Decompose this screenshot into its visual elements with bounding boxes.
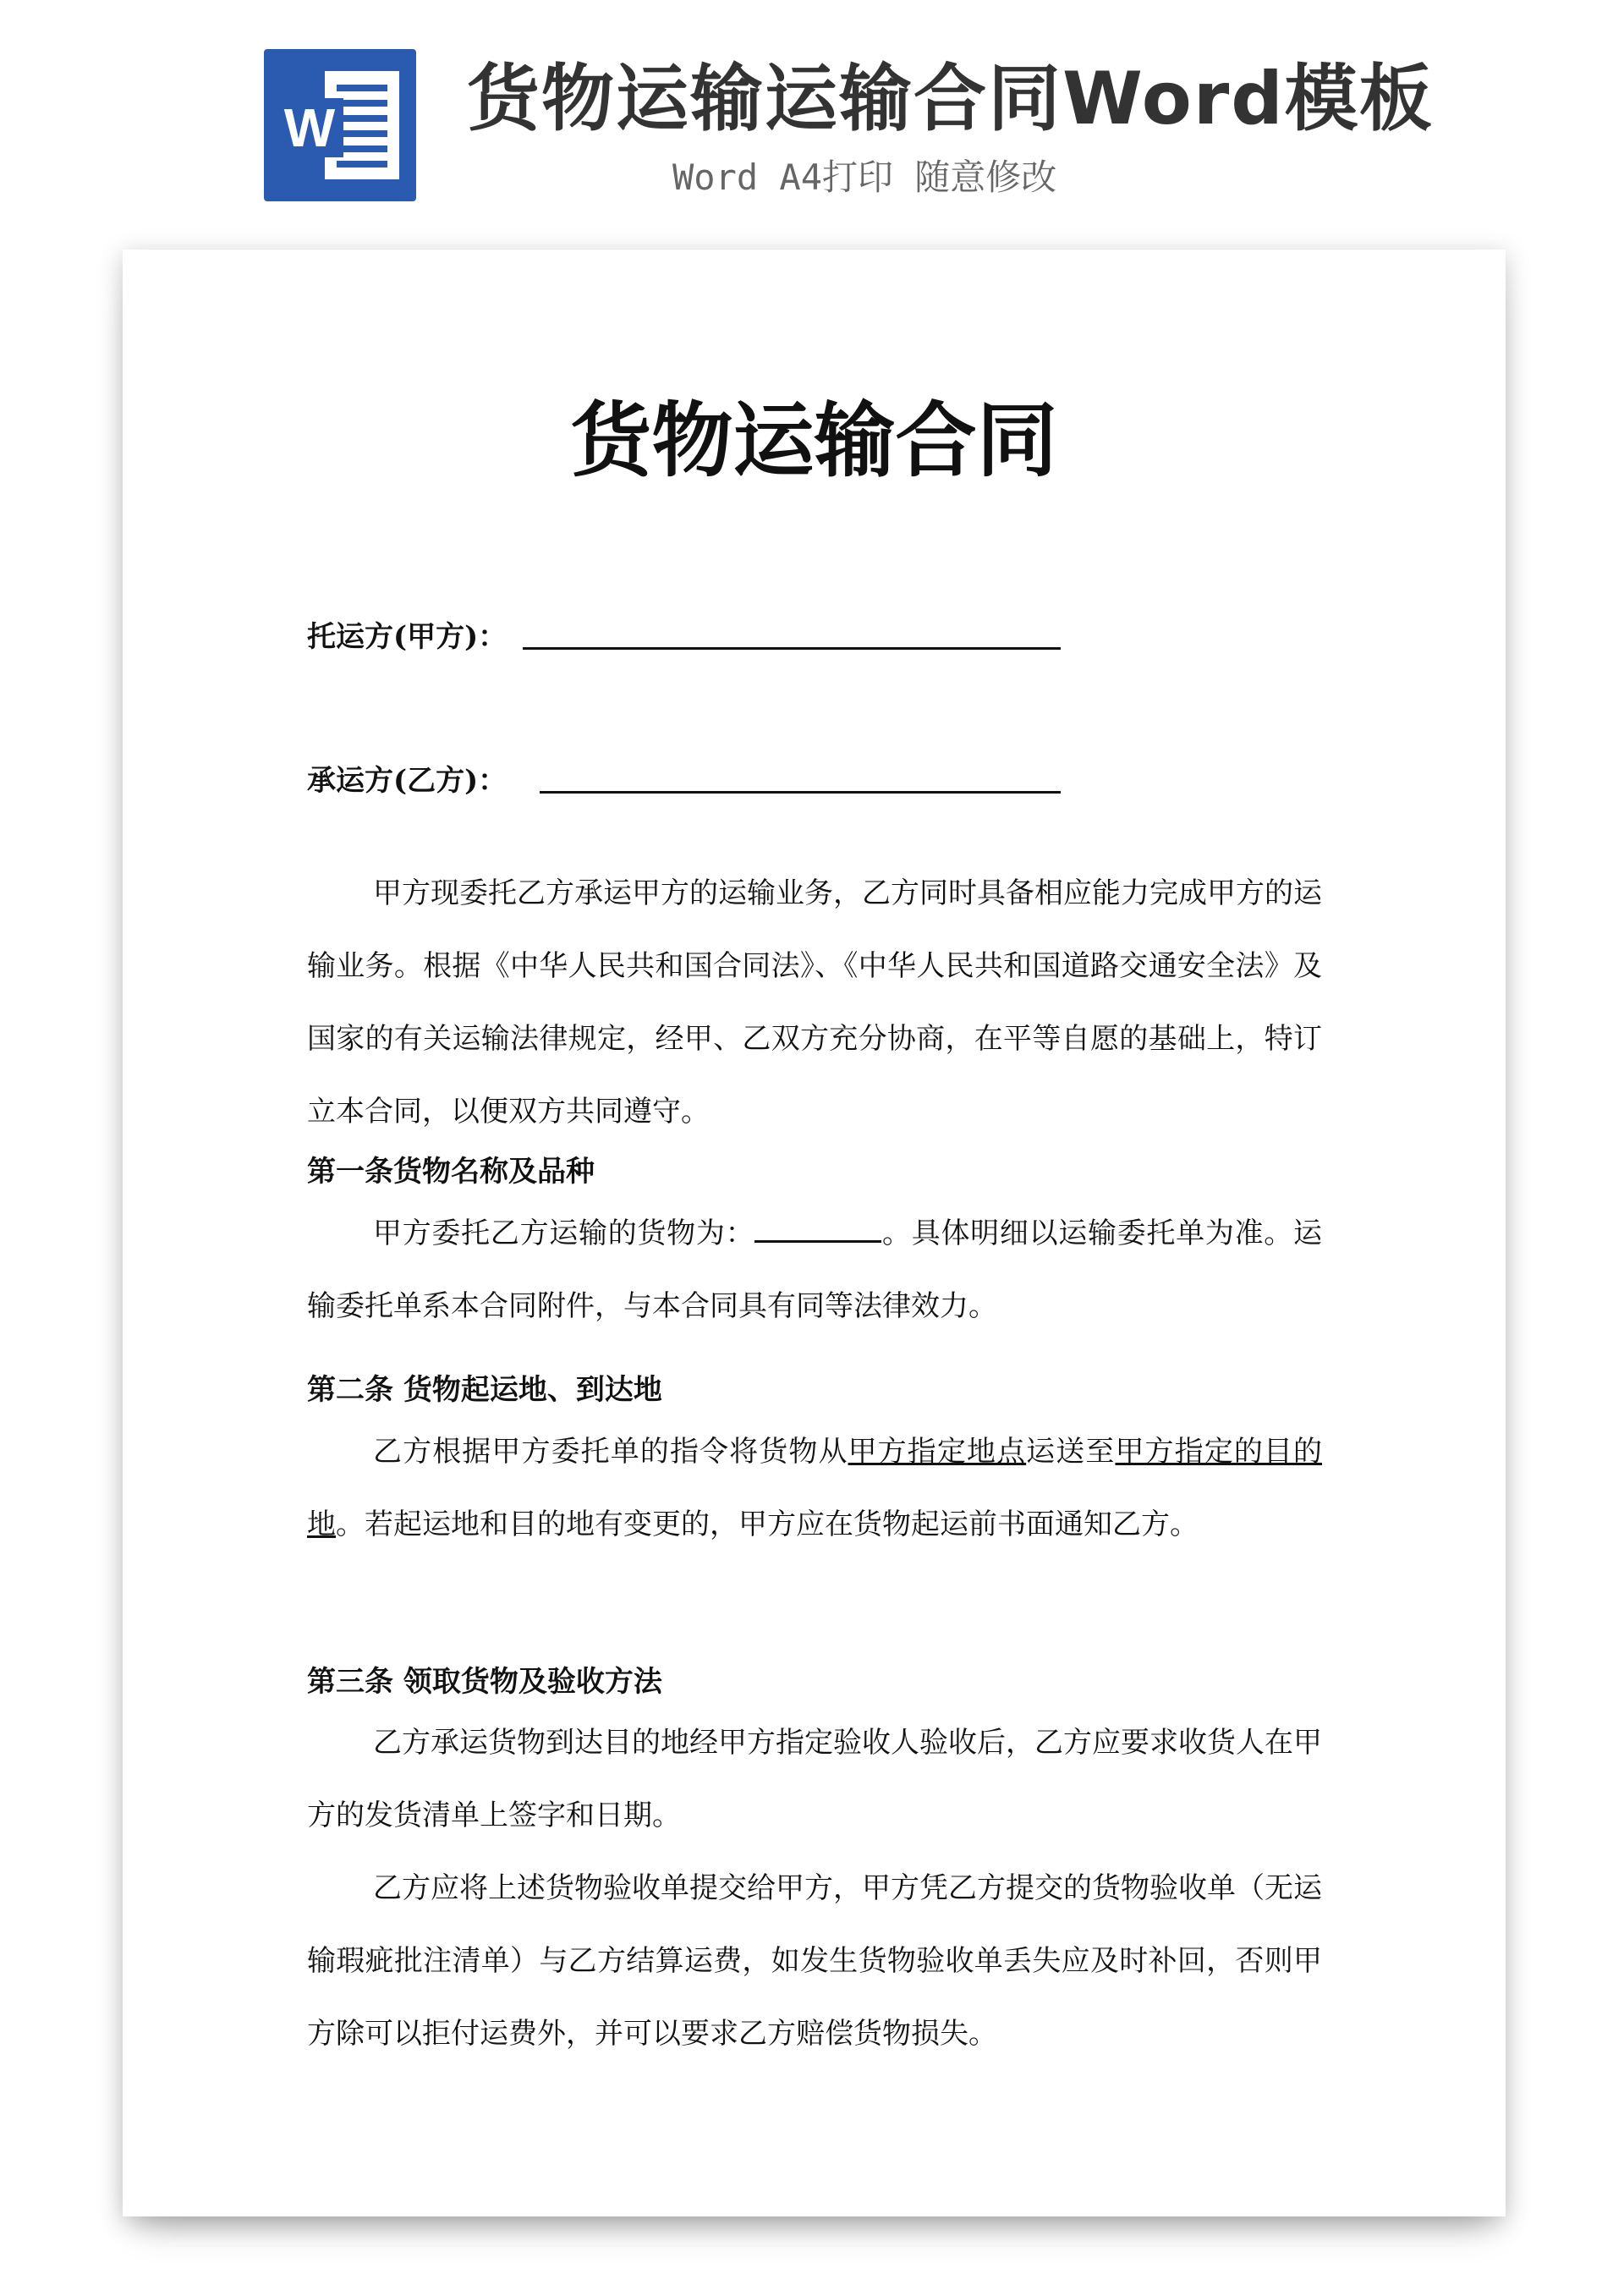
intro-paragraph: 甲方现委托乙方承运甲方的运输业务，乙方同时具备相应能力完成甲方的运输业务。根据《中华人民共和国合同法》、《中华人民共和国道路交通安全法》及国家的有关运输法律规定，经甲、乙双方充分协商，在平等自愿的基础上，特订立本合同，以便双方共同遵守。 [307,876,1322,1129]
article-2-paragraph [307,1415,1322,1561]
article-1-paragraph [307,1197,1322,1343]
header [0,0,1624,228]
party-b-label: 承运方(乙方)： [307,764,508,798]
origin-underlined: 甲方指定地点 [848,1435,1027,1469]
party-a-blank[interactable] [523,645,1061,650]
word-letter: W [276,98,343,157]
destination-underlined: 甲方指定的目的地 [307,1435,1323,1541]
word-logo-icon [264,49,416,201]
party-a-label: 托运方(甲方)： [307,620,508,654]
article-2-heading: 第二条 货物起运地、到达地 [307,1373,662,1407]
header-subtitle: Word A4打印 随意修改 [672,157,1057,198]
header-title: 货物运输运输合同Word模板 [467,57,1434,141]
article-1-heading: 第一条货物名称及品种 [307,1155,595,1189]
document-title: 货物运输合同 [570,393,1058,488]
article-3-paragraph-1: 乙方承运货物到达目的地经甲方指定验收人验收后，乙方应要求收货人在甲方的发货清单上签字和日期。 [307,1726,1322,1832]
article-2-text-2: 运送至 [1026,1435,1116,1469]
article-1-text-before: 甲方委托乙方运输的货物为： [373,1217,755,1250]
article-2-text-3: 。若起运地和目的地有变更的，甲方应在货物起运前书面通知乙方。 [336,1508,1199,1541]
party-b-blank[interactable] [540,789,1061,794]
article-3-heading: 第三条 领取货物及验收方法 [307,1665,662,1699]
document-page [123,250,1506,2216]
article-3-paragraph-2: 乙方应将上述货物验收单提交给甲方，甲方凭乙方提交的货物验收单（无运输瑕疵批注清单）与乙方结算运费，如发生货物验收单丢失应及时补回，否则甲方除可以拒付运费外，并可以要求乙方赔偿货物损失。 [307,1871,1322,2051]
article-1-text-after: 。具体明细以运输委托单为准。运输委托单系本合同附件，与本合同具有同等法律效力。 [307,1217,1323,1323]
goods-blank[interactable] [754,1217,881,1243]
article-2-text-1: 乙方根据甲方委托单的指令将货物从 [373,1435,848,1469]
